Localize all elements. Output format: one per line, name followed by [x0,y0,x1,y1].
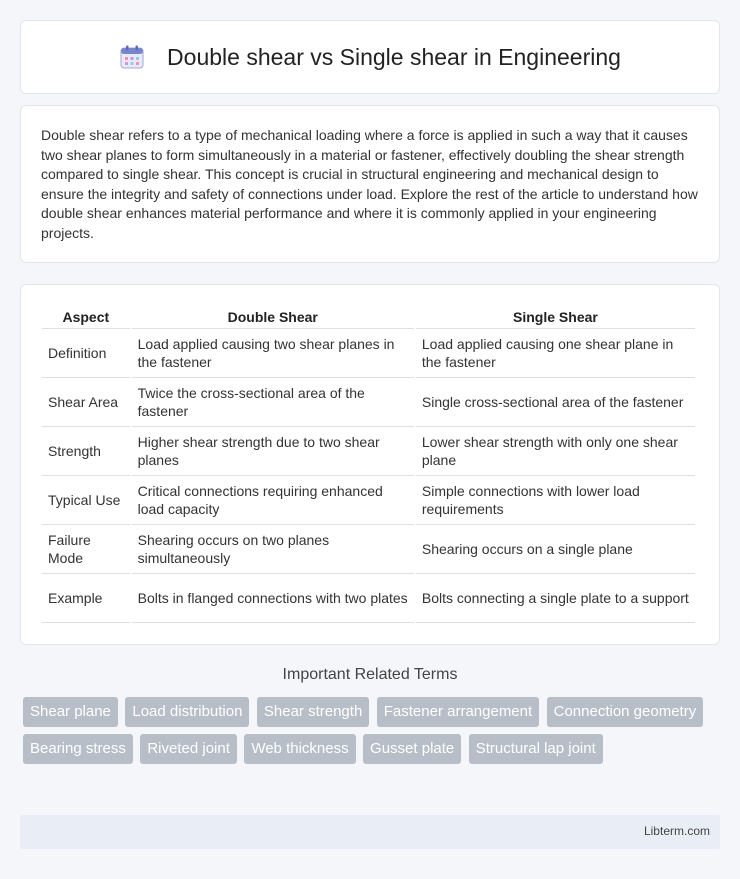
single-shear-cell: Load applied causing one shear plane in the fastener [416,329,695,378]
tag-shear-plane[interactable]: Shear plane [23,697,118,727]
table-row [42,525,695,574]
title-card [20,20,720,94]
comparison-table-card [20,284,720,645]
header-single-shear: Single Shear [416,305,695,329]
table-row [42,476,695,525]
single-shear-cell: Lower shear strength with only one shear plane [416,427,695,476]
aspect-cell: Example [42,574,130,623]
single-shear-cell: Shearing occurs on a single plane [416,525,695,574]
footer-brand-link[interactable]: Libterm.com [643,824,710,838]
intro-text: Double shear refers to a type of mechanical loading where a force is applied in such a way that it causes two shear planes to form simultaneously in a material or fastener, effectively doubling the shear strength compared to single shear. This concept is crucial in structural engineering and mechanical design to ensure the integrity and safety of connections under load. Explore the rest of the article to understand how double shear enhances material performance and where it is commonly applied in your engineering projects. [41,127,698,241]
aspect-cell: Strength [42,427,130,476]
tag-shear-strength[interactable]: Shear strength [257,697,369,727]
aspect-cell: Typical Use [42,476,130,525]
table-row [42,329,695,378]
related-terms-title: Important Related Terms [282,666,458,683]
tag-structural-lap-joint[interactable]: Structural lap joint [469,734,603,764]
table-row [42,574,695,623]
page-title: Double shear vs Single shear in Engineering [167,43,621,70]
single-shear-cell: Bolts connecting a single plate to a support [416,574,695,623]
comparison-table [40,305,697,623]
double-shear-cell: Shearing occurs on two planes simultaneously [132,525,414,574]
tag-fastener-arrangement[interactable]: Fastener arrangement [377,697,539,727]
intro-card [20,105,720,263]
header-aspect: Aspect [42,305,130,329]
tag-load-distribution[interactable]: Load distribution [125,697,249,727]
aspect-cell: Definition [42,329,130,378]
table-row [42,378,695,427]
footer [20,815,720,849]
double-shear-cell: Load applied causing two shear planes in the fastener [132,329,414,378]
double-shear-cell: Bolts in flanged connections with two plates [132,574,414,623]
aspect-cell: Shear Area [42,378,130,427]
table-row [42,427,695,476]
double-shear-cell: Critical connections requiring enhanced load capacity [132,476,414,525]
double-shear-cell: Twice the cross-sectional area of the fastener [132,378,414,427]
single-shear-cell: Single cross-sectional area of the fastener [416,378,695,427]
tag-web-thickness[interactable]: Web thickness [244,734,355,764]
tag-bearing-stress[interactable]: Bearing stress [23,734,133,764]
header-double-shear: Double Shear [132,305,414,329]
tag-connection-geometry[interactable]: Connection geometry [547,697,704,727]
tag-gusset-plate[interactable]: Gusset plate [363,734,461,764]
calendar-icon [119,44,145,70]
double-shear-cell: Higher shear strength due to two shear planes [132,427,414,476]
table-header-row [42,305,695,329]
tag-riveted-joint[interactable]: Riveted joint [140,734,237,764]
related-terms-list [23,697,723,771]
aspect-cell: Failure Mode [42,525,130,574]
single-shear-cell: Simple connections with lower load requirements [416,476,695,525]
